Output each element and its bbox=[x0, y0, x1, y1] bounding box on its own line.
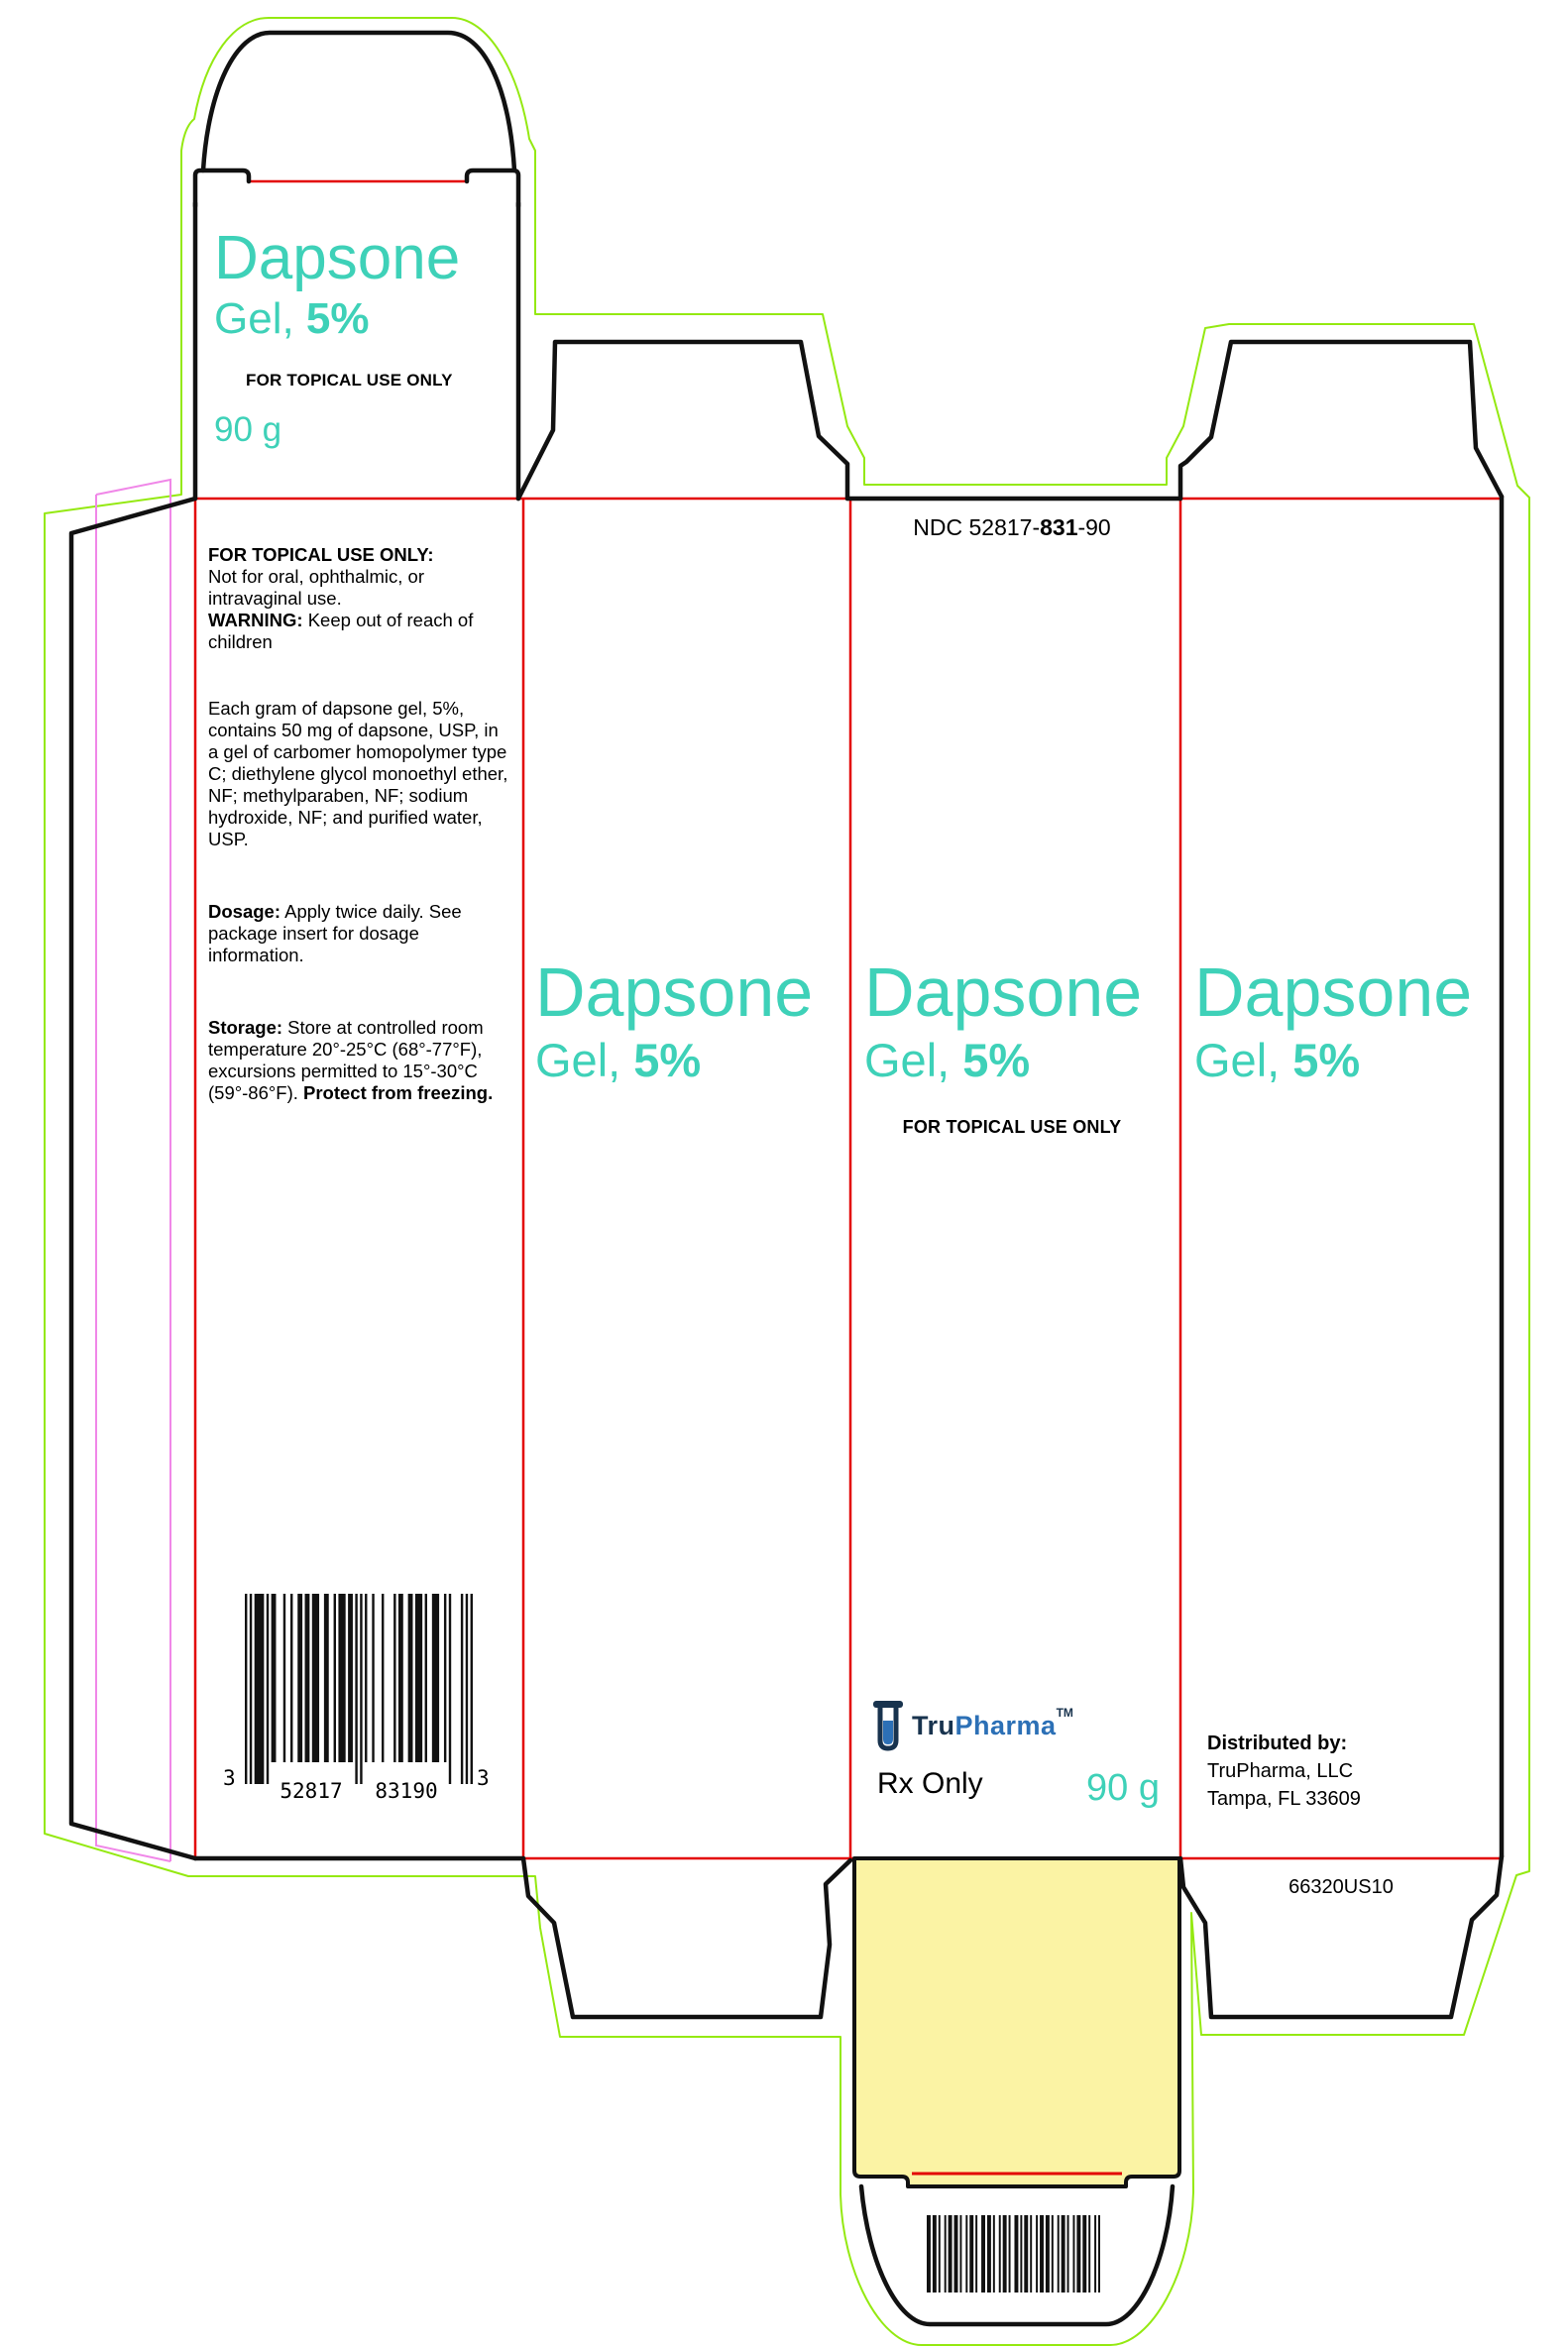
distributed-label: Distributed by: bbox=[1207, 1733, 1348, 1754]
ndc-prefix: NDC 52817- bbox=[913, 514, 1041, 540]
tube-front-strength: 5% bbox=[293, 294, 370, 343]
ndc-number bbox=[913, 514, 1110, 540]
right-panel-strength: 5% bbox=[1280, 1034, 1361, 1086]
glue-marks-magenta bbox=[96, 480, 170, 1861]
tube-front-topical: FOR TOPICAL USE ONLY bbox=[246, 371, 453, 390]
logo-tru: Tru bbox=[912, 1711, 955, 1740]
upc-group1: 52817 bbox=[280, 1779, 343, 1803]
back-panel-form-strength bbox=[535, 1034, 702, 1086]
left-panel-text bbox=[208, 544, 510, 1126]
lot-code: 66320US10 bbox=[1288, 1876, 1394, 1898]
tuck-flap-yellow bbox=[854, 1858, 1179, 2186]
logo-tm: TM bbox=[1056, 1706, 1073, 1720]
front-panel-strength: 5% bbox=[950, 1034, 1031, 1086]
test-tube-icon bbox=[872, 1699, 906, 1754]
storage-bold: Protect from freezing. bbox=[303, 1082, 494, 1103]
upc-left-digit: 3 bbox=[223, 1766, 236, 1790]
front-panel-topical: FOR TOPICAL USE ONLY bbox=[902, 1117, 1122, 1137]
front-panel-brand: Dapsone bbox=[864, 953, 1143, 1031]
upc-right-digit: 3 bbox=[477, 1766, 490, 1790]
ndc-suffix: -90 bbox=[1077, 514, 1111, 540]
rx-only: Rx Only bbox=[877, 1767, 983, 1800]
dosage-paragraph bbox=[208, 901, 510, 966]
warning-paragraph bbox=[208, 544, 510, 653]
back-panel-brand: Dapsone bbox=[535, 953, 814, 1031]
right-panel-brand: Dapsone bbox=[1194, 953, 1473, 1031]
warning-line bbox=[208, 610, 510, 653]
trupharma-logo bbox=[912, 1707, 1073, 1741]
front-panel-form: Gel, bbox=[864, 1034, 951, 1086]
back-panel-form: Gel, bbox=[535, 1034, 621, 1086]
tube-front-brand: Dapsone bbox=[214, 224, 461, 292]
tube-front-form-strength bbox=[214, 294, 370, 343]
tube-front-form: Gel, bbox=[214, 294, 294, 343]
dosage-label: Dosage: bbox=[208, 901, 280, 922]
right-panel-form: Gel, bbox=[1194, 1034, 1281, 1086]
storage-label: Storage: bbox=[208, 1017, 283, 1038]
not-for-text: Not for oral, ophthalmic, or intravaginal use. bbox=[208, 566, 424, 609]
front-panel-weight: 90 g bbox=[1086, 1767, 1160, 1809]
right-panel-form-strength bbox=[1194, 1034, 1361, 1086]
back-panel-strength: 5% bbox=[620, 1034, 702, 1086]
ingredients-paragraph: Each gram of dapsone gel, 5%, contains 50 mg of dapsone, USP, in a gel of carbomer homopolymer type C; diethylene glycol monoethyl ether, NF; methylparaben, NF; sodium hydroxide, NF; and purified water, USP. bbox=[208, 698, 508, 849]
storage-paragraph bbox=[208, 1017, 510, 1104]
upc-barcode bbox=[245, 1594, 473, 1789]
topical-title: FOR TOPICAL USE ONLY: bbox=[208, 544, 434, 565]
dosage-text: Apply twice daily. See package insert for dosage information. bbox=[208, 901, 462, 965]
contour-green-line bbox=[45, 18, 1529, 2345]
tube-front-weight: 90 g bbox=[214, 410, 282, 449]
warning-label: WARNING: bbox=[208, 610, 303, 630]
warning-text: Keep out of reach of children bbox=[208, 610, 474, 652]
storage-text: Store at controlled room temperature 20°-25°C (68°-77°F), excursions permitted to 15°-30°C (59°-86°F). bbox=[208, 1017, 484, 1103]
logo-pharma: Pharma bbox=[954, 1711, 1057, 1740]
bottom-flap-barcode bbox=[927, 2215, 1100, 2297]
distributed-city: Tampa, FL 33609 bbox=[1207, 1788, 1361, 1810]
upc-group2: 83190 bbox=[375, 1779, 438, 1803]
front-panel-form-strength bbox=[864, 1034, 1031, 1086]
distributed-company: TruPharma, LLC bbox=[1207, 1760, 1354, 1782]
distributed-block bbox=[1207, 1730, 1361, 1813]
ndc-bold: 831 bbox=[1040, 514, 1078, 540]
